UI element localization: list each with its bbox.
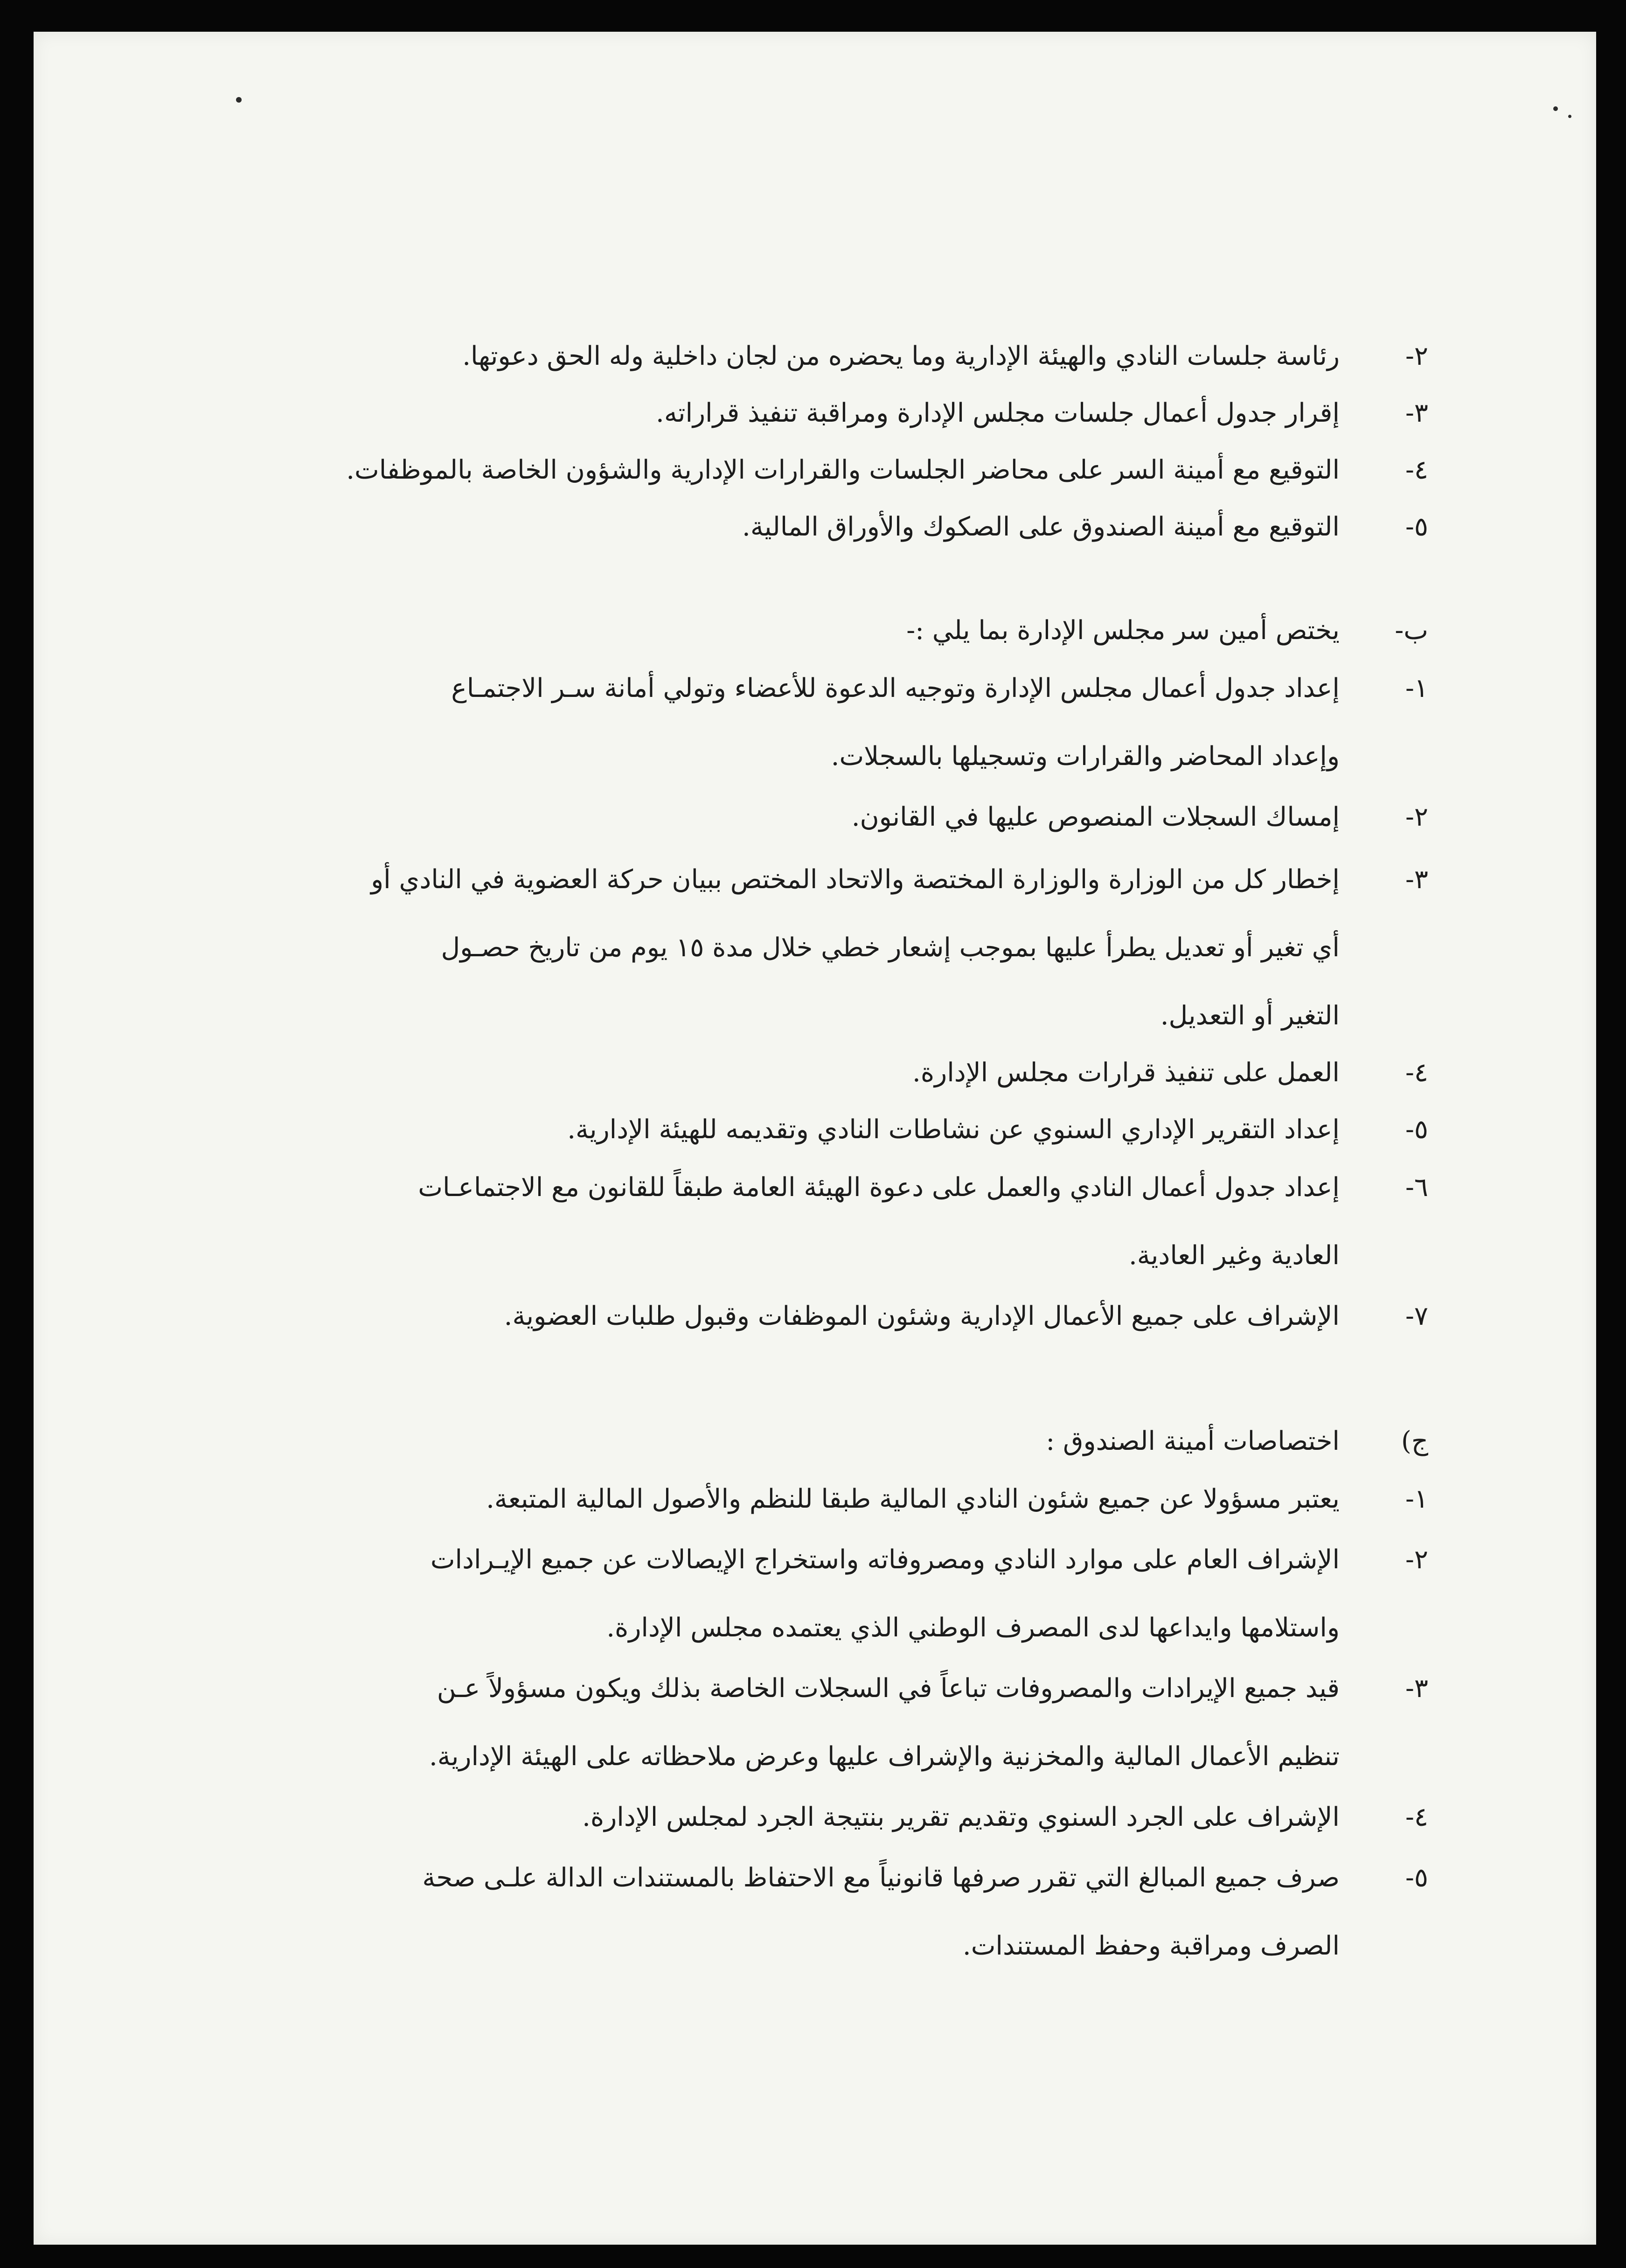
list-item bbox=[253, 510, 1428, 544]
item-line: الإشراف العام على موارد النادي ومصروفاته واستخراج الإيصالات عن جميع الإيـرادات bbox=[430, 1544, 1340, 1575]
item-text: رئاسة جلسات النادي والهيئة الإدارية وما يحضره من لجان داخلية وله الحق دعوتها. bbox=[462, 341, 1340, 371]
item-line: التغير أو التعديل. bbox=[1160, 1001, 1340, 1031]
section-c-heading bbox=[253, 1425, 1428, 1458]
paper-speck bbox=[236, 97, 242, 103]
list-item bbox=[253, 1672, 1428, 1774]
item-text: إقرار جدول أعمال جلسات مجلس الإدارة ومراقبة تنفيذ قراراته. bbox=[656, 398, 1340, 428]
item-number: ٦- bbox=[1405, 1172, 1428, 1203]
item-number: ٣- bbox=[1405, 1673, 1428, 1704]
item-text: الإشراف على الجرد السنوي وتقديم تقرير بنتيجة الجرد لمجلس الإدارة. bbox=[582, 1802, 1340, 1832]
item-line: إعداد جدول أعمال النادي والعمل على دعوة الهيئة العامة طبقاً للقانون مع الاجتماعـات bbox=[418, 1172, 1340, 1203]
list-item bbox=[253, 1113, 1428, 1147]
list-item bbox=[253, 1300, 1428, 1333]
list-item bbox=[253, 1861, 1428, 1963]
item-line: العادية وغير العادية. bbox=[1128, 1240, 1340, 1271]
paper-speck bbox=[1553, 106, 1558, 111]
section-letter: ب- bbox=[1395, 615, 1428, 646]
item-number: ٤- bbox=[1405, 1802, 1428, 1832]
item-text: إمساك السجلات المنصوص عليها في القانون. bbox=[851, 802, 1340, 832]
item-line: الصرف ومراقبة وحفظ المستندات. bbox=[962, 1931, 1340, 1961]
item-number: ٥- bbox=[1405, 1863, 1428, 1893]
list-item bbox=[253, 1171, 1428, 1273]
item-text: يعتبر مسؤولا عن جميع شئون النادي المالية طبقا للنظم والأصول المالية المتبعة. bbox=[486, 1484, 1340, 1514]
item-line: وإعداد المحاضر والقرارات وتسجيلها بالسجلات. bbox=[831, 741, 1340, 772]
section-b-heading bbox=[253, 614, 1428, 647]
list-item bbox=[253, 1543, 1428, 1645]
section-letter: ج) bbox=[1401, 1426, 1428, 1456]
list-item bbox=[253, 397, 1428, 430]
item-number: ٥- bbox=[1405, 512, 1428, 542]
item-number: ٢- bbox=[1405, 1544, 1428, 1575]
section-title: يختص أمين سر مجلس الإدارة بما يلي :- bbox=[906, 615, 1340, 646]
item-text bbox=[253, 863, 1340, 1033]
item-number: ١- bbox=[1405, 673, 1428, 703]
item-number: ١- bbox=[1405, 1484, 1428, 1514]
item-text bbox=[253, 1543, 1340, 1645]
item-number: ٣- bbox=[1405, 398, 1428, 428]
list-item bbox=[253, 1056, 1428, 1090]
list-item bbox=[253, 1482, 1428, 1516]
item-number: ٢- bbox=[1405, 802, 1428, 832]
item-number: ٧- bbox=[1405, 1301, 1428, 1331]
item-line: واستلامها وايداعها لدى المصرف الوطني الذي يعتمده مجلس الإدارة. bbox=[606, 1613, 1340, 1643]
item-line: إخطار كل من الوزارة والوزارة المختصة والاتحاد المختص ببيان حركة العضوية في النادي أو bbox=[371, 864, 1340, 895]
item-text: الإشراف على جميع الأعمال الإدارية وشئون الموظفات وقبول طلبات العضوية. bbox=[504, 1301, 1340, 1331]
item-number: ٥- bbox=[1405, 1114, 1428, 1145]
list-item bbox=[253, 672, 1428, 773]
document-page bbox=[34, 32, 1596, 2245]
list-item bbox=[253, 1801, 1428, 1834]
section-title: اختصاصات أمينة الصندوق : bbox=[1046, 1426, 1340, 1456]
item-number: ٣- bbox=[1405, 864, 1428, 895]
list-item bbox=[253, 800, 1428, 834]
paper-speck bbox=[1568, 115, 1571, 118]
list-item bbox=[253, 340, 1428, 373]
item-line: أي تغير أو تعديل يطرأ عليها بموجب إشعار خطي خلال مدة ١٥ يوم من تاريخ حصـول bbox=[441, 932, 1340, 963]
item-text bbox=[253, 1672, 1340, 1774]
item-text: إعداد التقرير الإداري السنوي عن نشاطات النادي وتقديمه للهيئة الإدارية. bbox=[567, 1114, 1340, 1145]
item-text: العمل على تنفيذ قرارات مجلس الإدارة. bbox=[912, 1057, 1340, 1088]
document-body bbox=[253, 317, 1428, 1963]
list-item bbox=[253, 863, 1428, 1033]
item-text: التوقيع مع أمينة السر على محاضر الجلسات والقرارات الإدارية والشؤون الخاصة بالموظفات. bbox=[346, 455, 1340, 485]
item-line: إعداد جدول أعمال مجلس الإدارة وتوجيه الدعوة للأعضاء وتولي أمانة سـر الاجتمـاع bbox=[451, 673, 1340, 703]
item-number: ٤- bbox=[1405, 1057, 1428, 1088]
item-text bbox=[253, 672, 1340, 773]
item-line: قيد جميع الإيرادات والمصروفات تباعاً في السجلات الخاصة بذلك ويكون مسؤولاً عـن bbox=[437, 1673, 1340, 1704]
item-text bbox=[253, 1861, 1340, 1963]
item-number: ٤- bbox=[1405, 455, 1428, 485]
item-text bbox=[253, 1171, 1340, 1273]
list-item bbox=[253, 453, 1428, 487]
item-line: صرف جميع المبالغ التي تقرر صرفها قانونياً مع الاحتفاظ بالمستندات الدالة علـى صحة bbox=[422, 1863, 1340, 1893]
item-line: تنظيم الأعمال المالية والمخزنية والإشراف عليها وعرض ملاحظاته على الهيئة الإدارية. bbox=[429, 1741, 1340, 1772]
item-text: التوقيع مع أمينة الصندوق على الصكوك والأوراق المالية. bbox=[742, 512, 1340, 542]
item-number: ٢- bbox=[1405, 341, 1428, 371]
